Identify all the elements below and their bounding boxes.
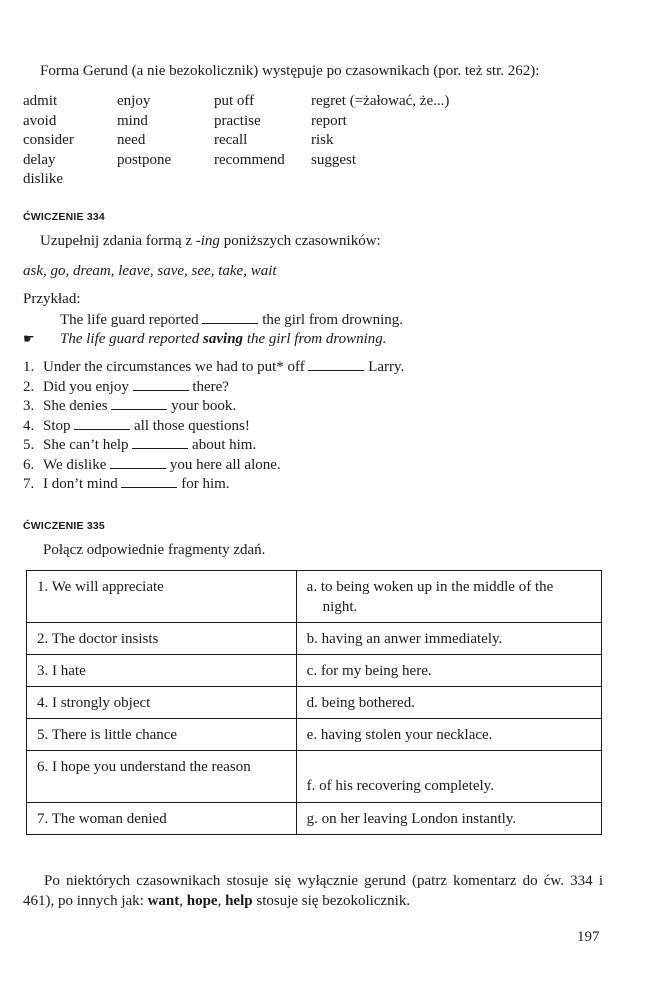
closing-note: Po niektórych czasownikach stosuje się wyłącznie gerund (patrz komentarz do ćw. 334 i 461), po innych jak: want, hope, help stosuje się bezokolicznik. (23, 873, 603, 909)
left-fragment: 1. We will appreciate (27, 571, 297, 623)
matching-table (26, 570, 602, 835)
table-row (27, 803, 602, 835)
word-bank: ask, go, dream, leave, save, see, take, wait (23, 263, 277, 279)
left-fragment: 7. The woman denied (27, 803, 297, 835)
verb-item: risk (311, 132, 334, 148)
list-item: 4. Stop all those questions! (23, 417, 250, 434)
verb-list (23, 92, 511, 190)
left-fragment: 5. There is little chance (27, 719, 297, 751)
table-row (27, 687, 602, 719)
table-row (27, 719, 602, 751)
verb-item: postpone (117, 151, 172, 168)
right-fragment: a. to being woken up in the middle of the night. (296, 571, 601, 623)
left-fragment: 3. I hate (27, 655, 297, 687)
exercise-335-title: ĆWICZENIE 335 (23, 520, 105, 532)
verb-item: mind (117, 112, 148, 129)
table-row (27, 623, 602, 655)
verb-item: recall (214, 132, 248, 148)
right-fragment: e. having stolen your necklace. (296, 719, 601, 751)
verb-item: delay (23, 151, 56, 168)
verb-item: report (311, 112, 347, 129)
left-fragment: 2. The doctor insists (27, 623, 297, 655)
verb-item: put off (214, 93, 255, 109)
verb-item: dislike (23, 171, 63, 187)
list-item: 7. I don’t mind for him. (23, 476, 230, 492)
answer-blank[interactable] (121, 474, 177, 488)
example-label: Przykład: (23, 291, 81, 307)
list-item: 2. Did you enjoy there? (23, 378, 229, 395)
exercise-334-title: ĆWICZENIE 334 (23, 211, 105, 223)
right-fragment: f. of his recovering completely. (296, 751, 601, 803)
example-sentence: The life guard reported the girl from drowning. (60, 312, 403, 328)
verb-item: enjoy (117, 93, 151, 109)
verb-item: admit (23, 93, 58, 109)
exercise-335-instruction: Połącz odpowiednie fragmenty zdań. (43, 542, 266, 558)
answer-blank[interactable] (308, 357, 364, 371)
page-number: 197 (577, 929, 600, 945)
pointing-hand-icon: ☛ (23, 331, 35, 346)
right-fragment: c. for my being here. (296, 655, 601, 687)
answer-blank[interactable] (132, 435, 188, 449)
verb-item: suggest (311, 151, 356, 168)
list-item: 3. She denies your book. (23, 398, 237, 414)
answer-blank[interactable] (110, 455, 166, 469)
answer-blank[interactable] (74, 416, 130, 430)
table-row (27, 655, 602, 687)
answer-blank (202, 310, 258, 324)
answer-blank[interactable] (133, 377, 189, 391)
list-item: 5. She can’t help about him. (23, 437, 257, 453)
verb-item: recommend (214, 151, 285, 168)
example-answer: ☛ The life guard reported saving the girl from drowning. (23, 331, 387, 347)
verb-item: practise (214, 112, 261, 129)
list-item: 6. We dislike you here all alone. (23, 456, 281, 473)
left-fragment: 6. I hope you understand the reason (27, 751, 297, 803)
list-item: 1. Under the circumstances we had to put* off Larry. (23, 359, 405, 375)
table-row (27, 571, 602, 623)
table-row (27, 751, 602, 803)
exercise-334-instruction: Uzupełnij zdania formą z -ing poniższych czasowników: (40, 233, 381, 249)
right-fragment: b. having an anwer immediately. (296, 623, 601, 655)
right-fragment: d. being bothered. (296, 687, 601, 719)
answer-blank[interactable] (111, 396, 167, 410)
verb-item: avoid (23, 112, 57, 129)
exercise-334-sentences (23, 357, 404, 494)
verb-item: regret (=żałować, że...) (311, 93, 450, 109)
intro-text: Forma Gerund (a nie bezokolicznik) występuje po czasownikach (por. też str. 262): (40, 63, 540, 79)
left-fragment: 4. I strongly object (27, 687, 297, 719)
right-fragment: g. on her leaving London instantly. (296, 803, 601, 835)
verb-item: need (117, 132, 146, 148)
verb-item: consider (23, 132, 74, 148)
